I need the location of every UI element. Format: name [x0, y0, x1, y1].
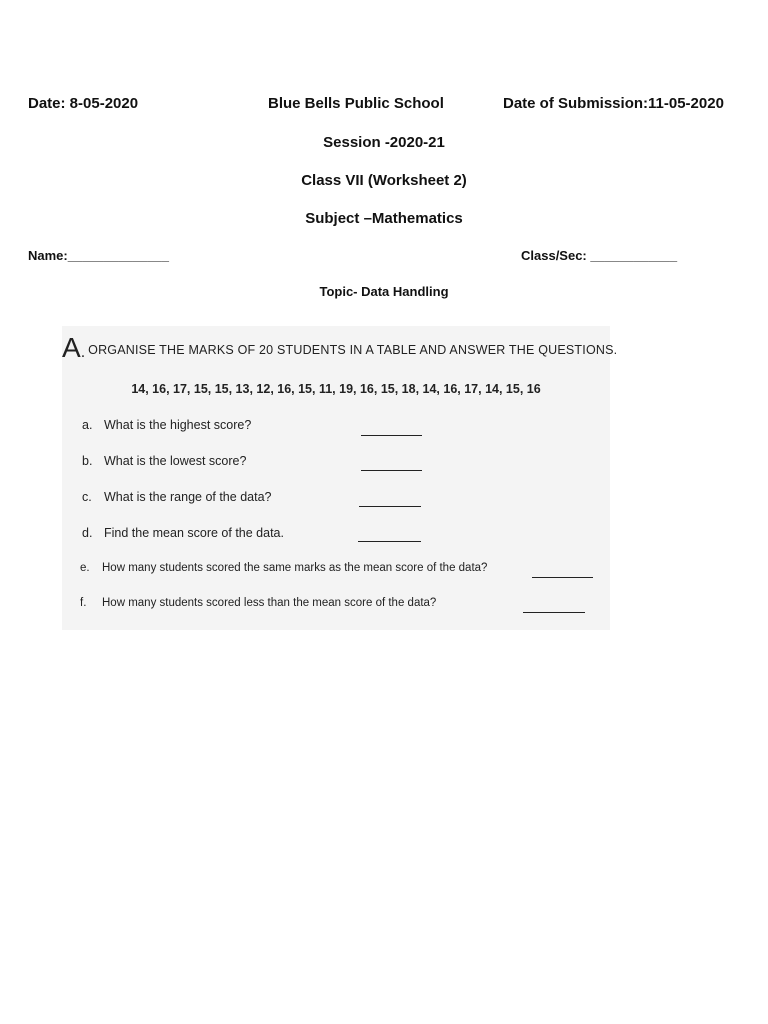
- school-name: Blue Bells Public School: [268, 95, 444, 112]
- student-marks-list: 14, 16, 17, 15, 15, 13, 12, 16, 15, 11, 19, 16, 15, 18, 14, 16, 17, 14, 15, 16: [131, 382, 541, 396]
- question-letter: a.: [82, 418, 93, 432]
- question-c: [82, 490, 271, 504]
- worksheet-date: Date: 8-05-2020: [28, 95, 139, 112]
- question-letter: b.: [82, 454, 93, 468]
- class-title: Class VII (Worksheet 2): [301, 172, 467, 189]
- question-letter: e.: [80, 562, 90, 574]
- question-b: [82, 454, 246, 468]
- question-e: [80, 562, 487, 574]
- section-instruction: ORGANISE THE MARKS OF 20 STUDENTS IN A TABLE AND ANSWER THE QUESTIONS.: [88, 343, 618, 357]
- question-f: [80, 597, 436, 609]
- question-text: How many students scored the same marks as the mean score of the data?: [102, 562, 488, 574]
- answer-blank-a: [361, 435, 422, 436]
- question-letter: c.: [82, 490, 92, 504]
- subject-line: Subject –Mathematics: [305, 210, 463, 227]
- section-letter: A: [62, 332, 81, 363]
- topic-line: Topic- Data Handling: [319, 284, 449, 299]
- answer-blank-b: [361, 470, 422, 471]
- question-d: [82, 526, 284, 540]
- question-letter: d.: [82, 526, 93, 540]
- question-text: Find the mean score of the data.: [104, 526, 284, 540]
- question-text: What is the highest score?: [104, 418, 252, 432]
- answer-blank-f: [523, 612, 585, 613]
- submission-date: Date of Submission:11-05-2020: [503, 95, 724, 112]
- answer-blank-c: [359, 506, 421, 507]
- section-a-heading: [62, 332, 617, 364]
- question-text: What is the lowest score?: [104, 454, 247, 468]
- answer-blank-e: [532, 577, 593, 578]
- question-text: How many students scored less than the mean score of the data?: [102, 597, 437, 609]
- question-letter: f.: [80, 597, 87, 609]
- answer-blank-d: [358, 541, 421, 542]
- question-text: What is the range of the data?: [104, 490, 272, 504]
- question-a: [82, 418, 251, 432]
- scanned-section-a: [62, 326, 618, 630]
- section-letter-dot: .: [80, 344, 86, 361]
- session-line: Session -2020-21: [323, 134, 445, 151]
- name-field: Name:______________: [28, 248, 169, 263]
- class-sec-field: Class/Sec: ____________: [521, 248, 678, 263]
